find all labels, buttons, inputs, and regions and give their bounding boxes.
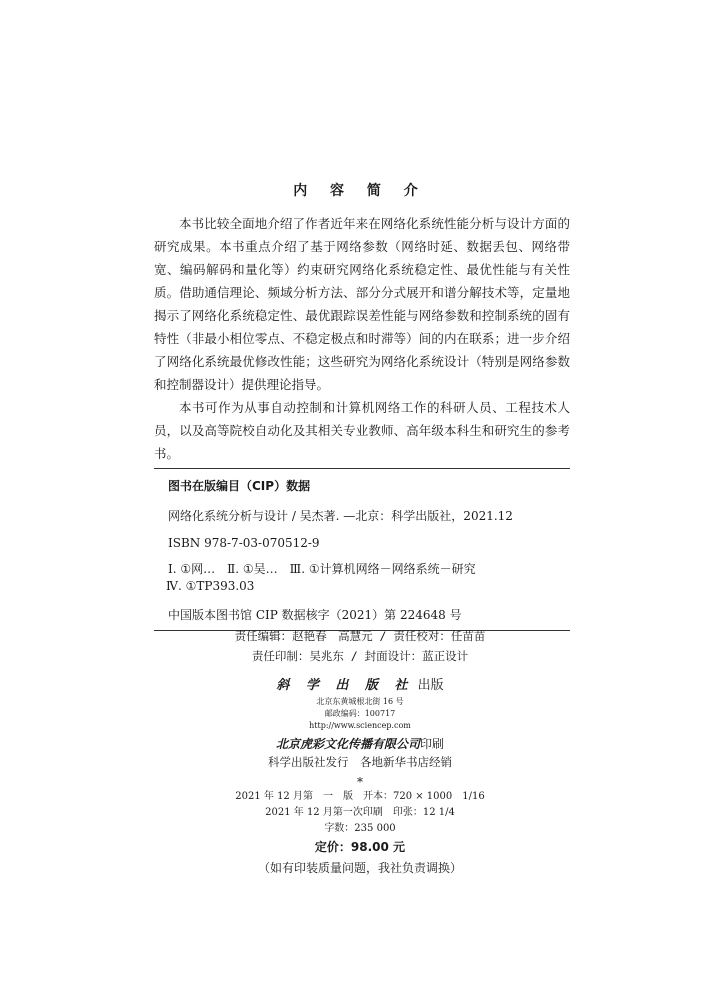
publisher-logo-text: 斜 学 出 版 社 (276, 678, 414, 693)
printer-logo-text: 北京虎彩文化传播有限公司 (275, 737, 420, 751)
printer-name (0, 734, 720, 754)
printer-suffix: 印刷 (420, 737, 445, 751)
credits-line: 责任编辑：赵艳春 高慧元 / 责任校对：任苗苗 (234, 629, 486, 643)
cip-data-box (154, 468, 570, 631)
summary-title: 内 容 简 介 (293, 183, 427, 199)
cip-verification: 中国版本图书馆 CIP 数据核字（2021）第 224648 号 (168, 608, 462, 622)
summary-paragraph: 本书比较全面地介绍了作者近年来在网络化系统性能分析与设计方面的研究成果。本书重点介绍了基于网络参数（网络时延、数据丢包、网络带宽、编码解码和量化等）约束研究网络化系统稳定性、最优性能与有关性质。借助通信理论、频域分析方法、部分分式展开和谱分解技术等，定量地揭示了网络化系统稳定性、最优跟踪误差性能与网络参数和控制系统的固有特性（非最小相位零点、不稳定极点和时滞等）间的内在联系；进一步介绍了网络化系统最优修改性能；这些研究为网络化系统设计（特别是网络参数和控制器设计）提供理论指导。 (154, 216, 570, 392)
publisher-suffix: 出版 (417, 678, 444, 693)
summary-body (154, 212, 570, 465)
summary-paragraph: 本书可作为从事自动控制和计算机网络工作的科研人员、工程技术人员，以及高等院校自动化及其相关专业教师、高年级本科生和研究生的参考书。 (154, 400, 570, 461)
separator-star: * (357, 775, 363, 789)
price: 定价：98.00 元 (314, 840, 406, 854)
publisher-postcode: 邮政编码：100717 (324, 709, 396, 718)
edition-line: 2021 年 12 月第 一 版 开本：720 × 1000 1/16 (235, 791, 485, 802)
distribution-line: 科学出版社发行 各地新华书店经销 (268, 755, 452, 769)
printing-line: 2021 年 12 月第一次印刷 印张：12 1/4 (265, 807, 455, 818)
publisher-name (0, 676, 720, 696)
cip-classification-line: Ⅳ. ①TP393.03 (166, 579, 255, 593)
cip-classification-line: Ⅰ. ①网… Ⅱ. ①吴… Ⅲ. ①计算机网络－网络系统－研究 (168, 562, 476, 576)
cip-isbn: ISBN 978-7-03-070512-9 (168, 536, 320, 550)
publisher-address: 北京东黄城根北街 16 号 (316, 697, 404, 706)
cip-record: 网络化系统分析与设计 / 吴杰著. —北京：科学出版社，2021.12 (168, 509, 513, 523)
publisher-block (0, 676, 720, 877)
cip-title: 图书在版编目（CIP）数据 (168, 479, 311, 493)
word-count: 字数：235 000 (324, 823, 396, 834)
quality-notice: （如有印装质量问题，我社负责调换） (257, 861, 462, 875)
editorial-credits (0, 626, 720, 666)
publisher-website: http://www.sciencep.com (309, 721, 411, 730)
cip-classification (168, 561, 570, 595)
credits-line: 责任印制：吴兆东 / 封面设计：蓝正设计 (251, 649, 469, 663)
